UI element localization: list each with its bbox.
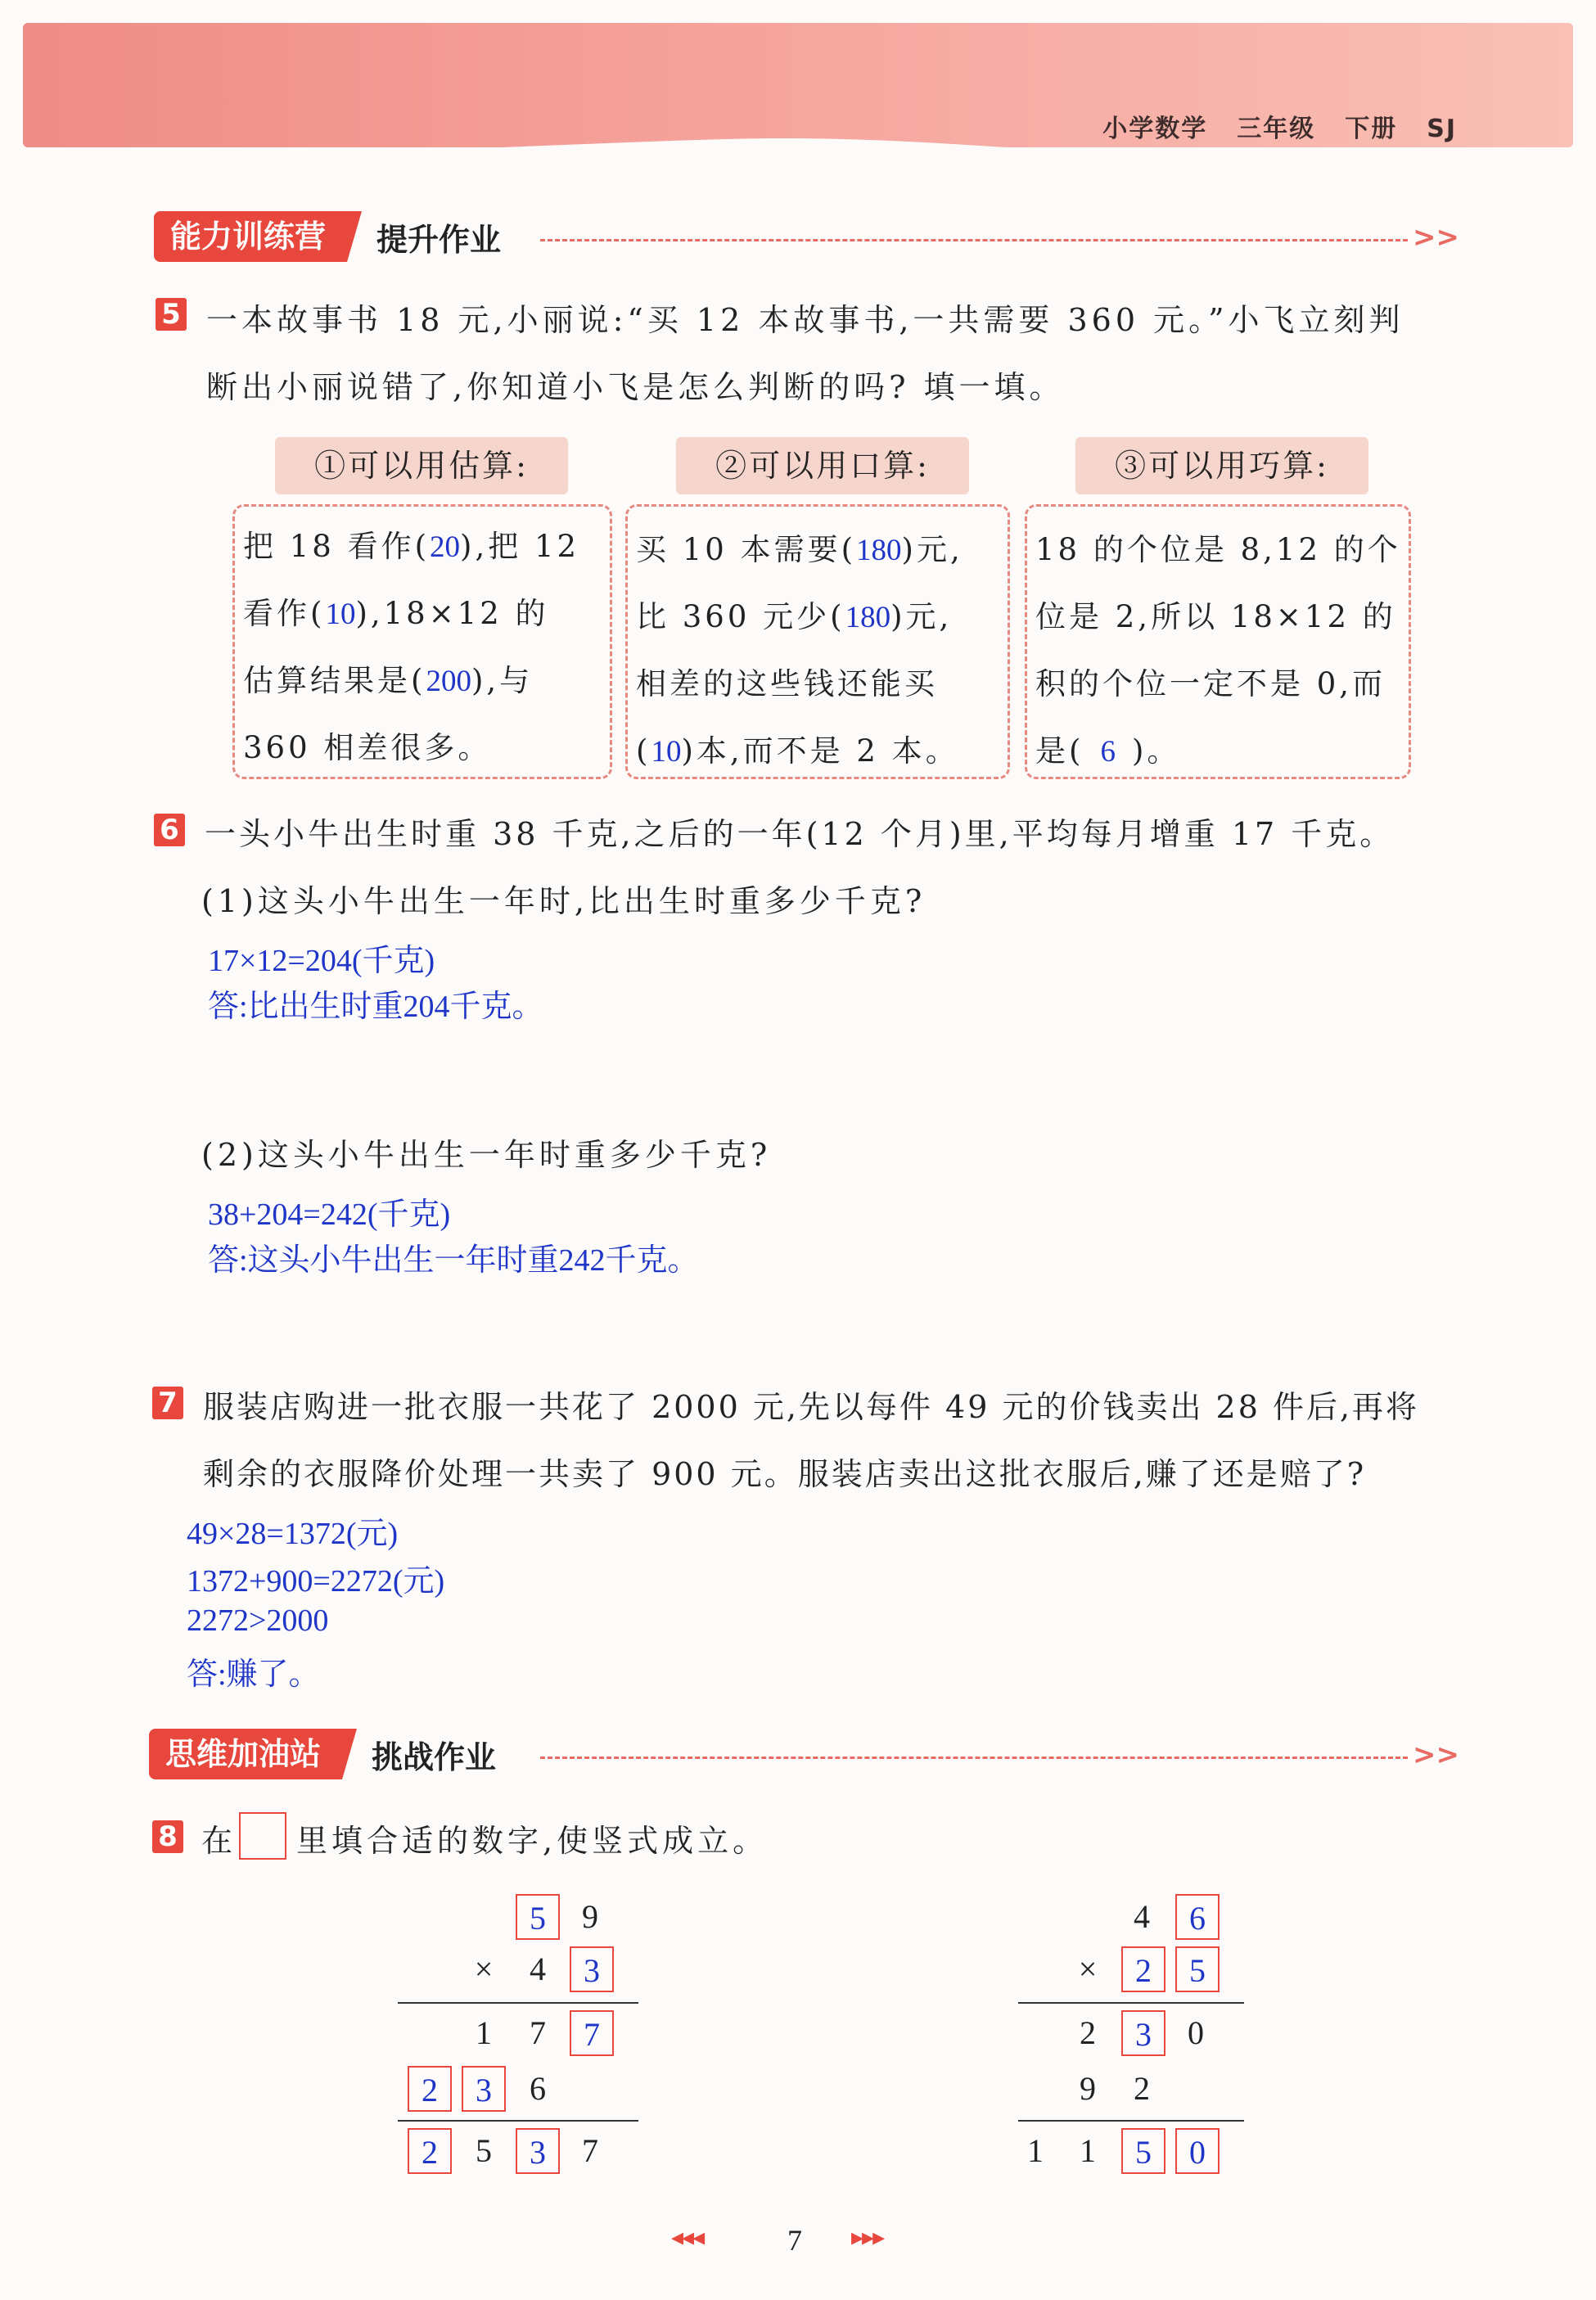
question-number-5: 5 [156, 298, 187, 331]
q6-part1-ans1: 17×12=204(千克) [208, 944, 435, 978]
answer-blank: 180 [845, 601, 891, 634]
prev-page-arrows-icon[interactable]: ◂◂◂ [671, 2223, 704, 2252]
digit-box: 6 [1175, 1894, 1220, 1940]
answer-blank: 10 [651, 735, 682, 769]
digit: 4 [1134, 1898, 1150, 1935]
card2-line1: 买 10 本需要(180)元, [636, 532, 963, 567]
section-subtitle-challenge: 挑战作业 [372, 1739, 497, 1775]
digit-box: 3 [1121, 2010, 1165, 2056]
digit-box: 3 [516, 2128, 560, 2174]
q6-part2: (2)这头小牛出生一年时重多少千克? [201, 1137, 772, 1173]
section-divider [540, 1757, 1408, 1759]
q7-ans4: 答:赚了。 [187, 1657, 320, 1692]
rule-line [398, 2002, 638, 2004]
digit-box: 2 [408, 2066, 452, 2112]
card2-line4: (10)本,而不是 2 本。 [636, 733, 959, 769]
card1-line4: 360 相差很多。 [243, 730, 492, 765]
digit: 9 [1080, 2070, 1096, 2107]
card1-line1: 把 18 看作(20),把 12 [243, 529, 580, 564]
q5-tag-mental: ②可以用口算: [676, 437, 969, 494]
digit-box: 2 [1121, 1946, 1165, 1992]
digit-box: 3 [462, 2066, 506, 2112]
q5-card-estimate [232, 504, 612, 779]
multiply-sign: × [474, 1950, 494, 1987]
header-meta [1073, 108, 1457, 144]
section-badge-training: 能力训练营 [154, 211, 347, 262]
q5-text-line1: 一本故事书 18 元,小丽说:“买 12 本故事书,一共需要 360 元。”小飞立刻判 [206, 302, 1404, 338]
digit: 1 [1027, 2132, 1044, 2169]
q8-text-pre: 在 [201, 1823, 237, 1859]
answer-blank: 200 [426, 665, 471, 698]
volume-label: 下册 [1345, 115, 1398, 143]
rule-line [398, 2120, 638, 2122]
blank-box-icon [239, 1812, 286, 1860]
answer-blank: 20 [430, 530, 461, 564]
card1-line2: 看作(10),18×12 的 [243, 596, 549, 631]
q7-ans3: 2272>2000 [187, 1603, 329, 1638]
q6-part1: (1)这头小牛出生一年时,比出生时重多少千克? [201, 883, 926, 919]
subject-label: 小学数学 [1102, 115, 1208, 143]
digit: 7 [530, 2014, 546, 2051]
digit-box: 5 [1121, 2128, 1165, 2174]
digit: 0 [1188, 2014, 1204, 2051]
digit-box: 3 [570, 1946, 614, 1992]
rule-line [1018, 2120, 1244, 2122]
card3-line1: 18 的个位是 8,12 的个 [1035, 532, 1401, 567]
digit: 1 [476, 2014, 492, 2051]
digit: 6 [530, 2070, 546, 2107]
q7-ans1: 49×28=1372(元) [187, 1517, 399, 1551]
q6-part2-ans1: 38+204=242(千克) [208, 1197, 451, 1232]
q7-text-line1: 服装店购进一批衣服一共花了 2000 元,先以每件 49 元的价钱卖出 28 件后,再将 [203, 1389, 1420, 1425]
card2-line2: 比 360 元少(180)元, [636, 599, 953, 634]
answer-blank: 180 [856, 534, 902, 567]
section-subtitle-improve: 提升作业 [376, 222, 502, 258]
q5-card-clever [1025, 504, 1411, 779]
digit: 2 [1134, 2070, 1150, 2107]
question-number-8: 8 [152, 1820, 183, 1853]
q7-ans2: 1372+900=2272(元) [187, 1564, 445, 1599]
digit: 9 [582, 1898, 598, 1935]
card3-line4: 是( 6 )。 [1035, 733, 1181, 769]
digit-box: 2 [408, 2128, 452, 2174]
q7-text-line2: 剩余的衣服降价处理一共卖了 900 元。服装店卖出这批衣服后,赚了还是赔了? [203, 1456, 1367, 1492]
grade-label: 三年级 [1237, 115, 1316, 143]
next-page-arrows-icon[interactable]: ▸▸▸ [851, 2223, 884, 2252]
section-divider [540, 239, 1408, 241]
section-arrow-icon: >> [1413, 221, 1459, 254]
section-arrow-icon: >> [1413, 1739, 1459, 1771]
question-number-7: 7 [152, 1387, 183, 1419]
digit: 1 [1080, 2132, 1096, 2169]
edition-label: SJ [1427, 115, 1457, 143]
q6-text-line1: 一头小牛出生时重 38 千克,之后的一年(12 个月)里,平均每月增重 17 千克。 [205, 816, 1395, 852]
digit-box: 5 [516, 1894, 560, 1940]
q5-text-line2: 断出小丽说错了,你知道小飞是怎么判断的吗? 填一填。 [206, 369, 1065, 405]
multiply-sign: × [1078, 1950, 1098, 1987]
page-number: 7 [787, 2224, 802, 2257]
section-badge-thinking: 思维加油站 [149, 1729, 342, 1779]
card2-line3: 相差的这些钱还能买 [636, 666, 938, 701]
rule-line [1018, 2002, 1244, 2004]
digit-box: 7 [570, 2010, 614, 2056]
q5-tag-clever: ③可以用巧算: [1075, 437, 1368, 494]
card1-line3: 估算结果是(200),与 [243, 663, 534, 698]
answer-blank: 10 [325, 598, 356, 631]
digit-box: 5 [1175, 1946, 1220, 1992]
digit: 5 [476, 2132, 492, 2169]
q5-card-mental [625, 504, 1010, 779]
card3-line3: 积的个位一定不是 0,而 [1035, 666, 1386, 701]
digit: 7 [582, 2132, 598, 2169]
answer-blank: 6 [1100, 735, 1116, 769]
q6-part2-ans2: 答:这头小牛出生一年时重242千克。 [208, 1243, 699, 1278]
digit-box: 0 [1175, 2128, 1220, 2174]
digit: 4 [530, 1950, 546, 1987]
digit: 2 [1080, 2014, 1096, 2051]
q5-tag-estimate: ①可以用估算: [275, 437, 568, 494]
q8-text-post: 里填合适的数字,使竖式成立。 [296, 1823, 769, 1859]
card3-line2: 位是 2,所以 18×12 的 [1035, 599, 1396, 634]
q6-part1-ans2: 答:比出生时重204千克。 [208, 990, 543, 1024]
question-number-6: 6 [154, 814, 185, 846]
